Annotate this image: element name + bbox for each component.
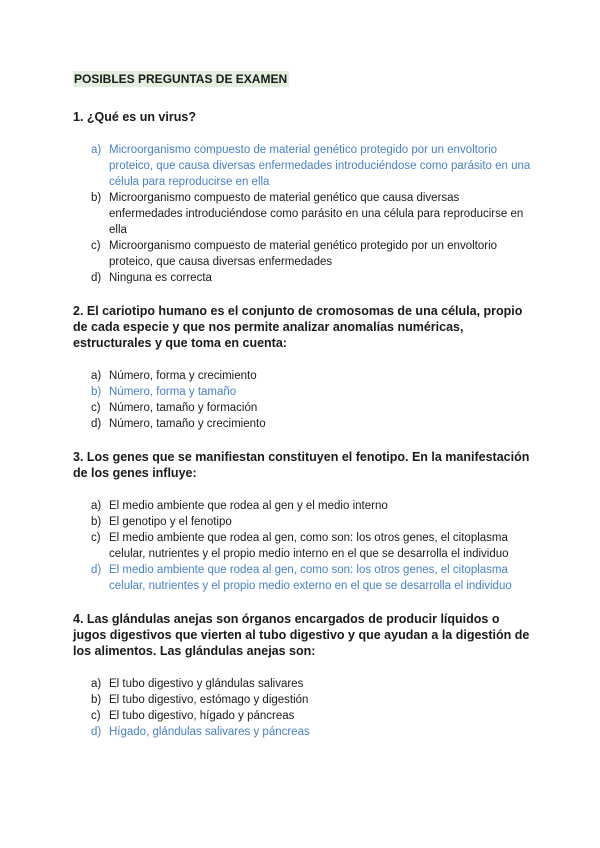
option-b: b) El tubo digestivo, estómago y digestión	[91, 694, 309, 706]
option-d: d) Número, tamaño y crecimiento	[91, 418, 266, 430]
question-text: 3. Los genes que se manifiestan constituyen el fenotipo. En la manifestación de los genes influye:	[73, 450, 530, 480]
option-a: a) El tubo digestivo y glándulas salivares	[91, 678, 304, 690]
option-a: a) El medio ambiente que rodea al gen y el medio interno	[91, 500, 388, 512]
option-b: b) Microorganismo compuesto de material genético que causa diversas enfermedades introduciéndose como parásito en una célula para reproducirse en ella	[91, 192, 524, 236]
options-list	[73, 368, 533, 432]
option-d: d) El medio ambiente que rodea al gen, como son: los otros genes, el citoplasma celular, nutrientes y el propio medio externo en el que se desarrolla el individuo	[91, 564, 512, 592]
question-2	[73, 303, 533, 432]
option-c: c) El tubo digestivo, hígado y páncreas	[91, 710, 295, 722]
option-c: c) El medio ambiente que rodea al gen, como son: los otros genes, el citoplasma celular, nutrientes y el propio medio interno en el que se desarrolla el individuo	[91, 532, 509, 560]
document-page	[73, 70, 533, 757]
question-text: 1. ¿Qué es un virus?	[73, 110, 196, 124]
option-d: d) Hígado, glándulas salivares y páncreas	[91, 726, 310, 738]
question-3	[73, 449, 533, 594]
options-list	[73, 142, 533, 286]
question-1	[73, 109, 533, 286]
option-c: c) Número, tamaño y formación	[91, 402, 258, 414]
option-a: a) Microorganismo compuesto de material genético protegido por un envoltorio proteico, que causa diversas enfermedades introduciéndose como parásito en una célula para reproducirse en ella	[91, 144, 531, 188]
option-a: a) Número, forma y crecimiento	[91, 370, 257, 382]
page-title: POSIBLES PREGUNTAS DE EXAMEN	[74, 72, 288, 86]
options-list	[73, 676, 533, 740]
options-list	[73, 498, 533, 594]
question-4	[73, 611, 533, 740]
option-b: b) Número, forma y tamaño	[91, 386, 237, 398]
option-b: b) El genotipo y el fenotipo	[91, 516, 232, 528]
question-text: 4. Las glándulas anejas son órganos encargados de producir líquidos o jugos digestivos que vierten al tubo digestivo y que ayudan a la digestión de los alimentos. Las glándulas anejas son:	[73, 612, 530, 658]
question-text: 2. El cariotipo humano es el conjunto de cromosomas de una célula, propio de cada especie y que nos permite analizar anomalías numéricas, estructurales y que toma en cuenta:	[73, 304, 523, 350]
option-c: c) Microorganismo compuesto de material genético protegido por un envoltorio proteico, que causa diversas enfermedades	[91, 240, 498, 268]
option-d: d) Ninguna es correcta	[91, 272, 212, 284]
